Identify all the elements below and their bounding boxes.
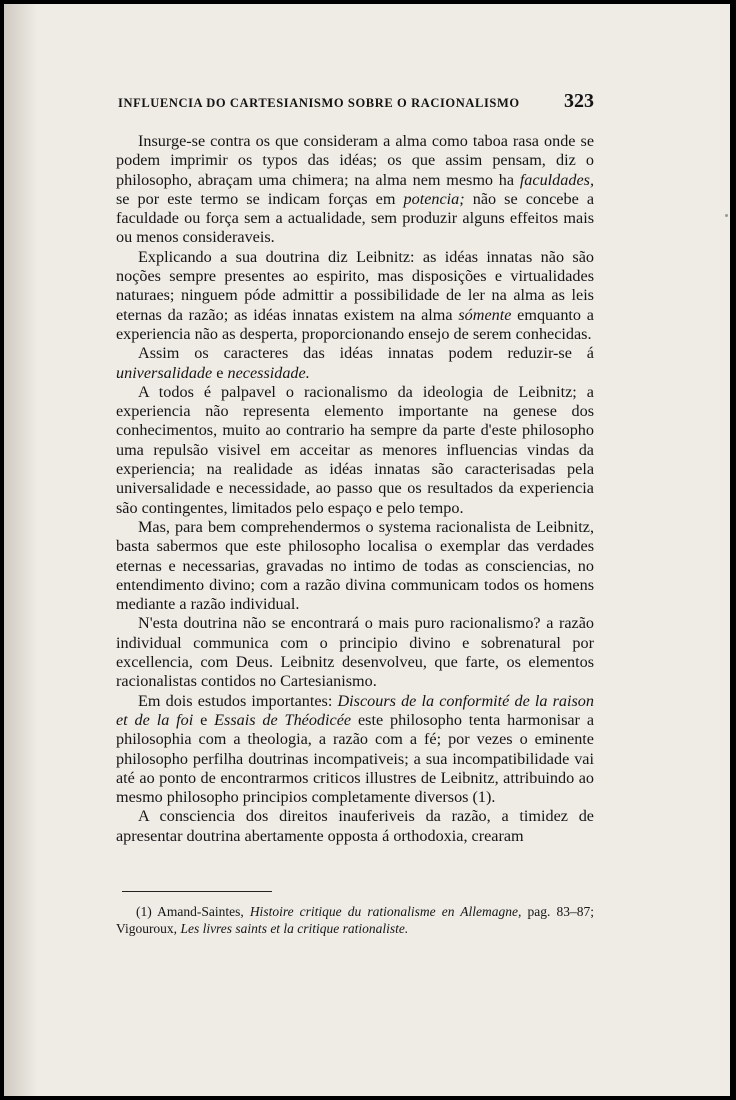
paragraph-3 <box>116 344 594 383</box>
paragraph-4-text: A todos é palpavel o racionalismo da ideologia de Leibnitz; a experiencia não representa elemento importante na genese dos conhecimentos, muito ao contrario ha sempre da parte d'este philosopho uma repulsão visivel em acceitar as menores influencias vindas da experiencia; na realidade as idéas innatas são caracterisadas pela universalidade e necessidade, ao passo que os resultados da experiencia são contingentes, limitados pelo espaço e pelo tempo. <box>116 382 594 517</box>
paragraph-8-text: A consciencia dos direitos inauferiveis da razão, a timidez de apresentar doutrina abertamente opposta á orthodoxia, crearam <box>116 807 594 845</box>
paragraph-2 <box>116 248 594 344</box>
paragraph-7-italic-essais: Essais de Théodicée <box>214 710 352 729</box>
running-title: INFLUENCIA DO CARTESIANISMO SOBRE O RACIONALISMO <box>118 96 520 110</box>
paragraph-7-text-e: este philosopho tenta harmonisar a philosophia com a theologia, a razão com a fé; por vezes o eminente philosopho perfilha doutrinas incompativeis; a sua incompatibilidade vai até ao ponto de encontrarmos criticos illustres de Leibnitz, attribuindo ao mesmo philosopho principios completamente diversos (1). <box>116 710 595 807</box>
footnote-text-c: pag. 83–87; Vigouroux, <box>116 904 594 936</box>
paragraph-2-text-a: Explicando a sua doutrina diz Leibnitz: as idéas innatas não são noções sempre presentes ao espirito, mas disposições e virtualidades naturaes; ninguem póde admittir a possibilidade de ler na alma as leis eternas da razão; as idéas innatas existem na alma <box>116 247 594 324</box>
page-number: 323 <box>564 90 594 112</box>
paragraph-7-text-c: e <box>193 710 215 729</box>
footnote-text <box>116 903 594 937</box>
body-text <box>116 132 594 846</box>
paragraph-3-text-a: Assim os caracteres das idéas innatas podem reduzir-se á <box>138 344 594 363</box>
paragraph-1-text-c: se por este termo se indicam forças em <box>116 189 404 208</box>
footnote <box>116 903 594 937</box>
paragraph-1-text-e: não se concebe a faculdade ou força sem a actualidade, sem produzir alguns effeitos mais ou menos consideraveis. <box>116 189 595 247</box>
paragraph-1 <box>116 132 594 248</box>
paragraph-6 <box>116 614 594 691</box>
paragraph-3-italic-universalidade: universalidade <box>116 363 213 382</box>
footnote-italic-histoire: Histoire critique du rationalisme en Allemagne, <box>249 904 522 919</box>
paragraph-7-italic-discours: Discours de la conformité de la raison et de la foi <box>116 691 594 729</box>
paragraph-7 <box>116 692 594 808</box>
paragraph-6-text: N'esta doutrina não se encontrará o mais puro racionalismo? a razão individual communica com o principio divino e sobrenatural por excellencia, com Deus. Leibnitz desenvolveu, que farte, os elementos racionalistas contidos no Cartesianismo. <box>116 614 594 691</box>
book-page <box>4 4 730 1096</box>
page-header <box>118 90 594 113</box>
paragraph-3-text-c: e <box>212 363 228 382</box>
paragraph-4 <box>116 383 594 518</box>
paragraph-5 <box>116 518 594 614</box>
paragraph-1-italic-faculdades: faculdades, <box>519 170 594 189</box>
paragraph-7-text-a: Em dois estudos importantes: <box>138 691 338 710</box>
paragraph-1-text-a: Insurge-se contra os que consideram a alma como taboa rasa onde se podem imprimir os typos das idéas; os que assim pensam, diz o philosopho, abraçam uma chimera; na alma nem mesmo ha <box>116 132 594 189</box>
paragraph-1-italic-potencia: potencia; <box>403 189 465 208</box>
scan-speck <box>725 214 728 217</box>
paragraph-5-text: Mas, para bem comprehendermos o systema racionalista de Leibnitz, basta sabermos que este philosopho localisa o exemplar das verdades eternas e necessarias, gravadas no intimo de todas as consciencias, no entendimento divino; com a razão divina communicam todos os homens mediante a razão individual. <box>116 517 594 614</box>
paragraph-3-italic-necessidade: necessidade. <box>227 363 310 382</box>
paragraph-2-text-c: emquanto a experiencia não as desperta, proporcionando ensejo de serem conhecidas. <box>116 305 594 343</box>
footnote-text-a: (1) Amand-Saintes, <box>136 904 250 919</box>
paragraph-8 <box>116 807 594 846</box>
footnote-divider <box>122 891 272 892</box>
footnote-italic-livres: Les livres saints et la critique rationaliste. <box>180 921 409 936</box>
paragraph-2-italic-somente: sómente <box>458 305 512 324</box>
